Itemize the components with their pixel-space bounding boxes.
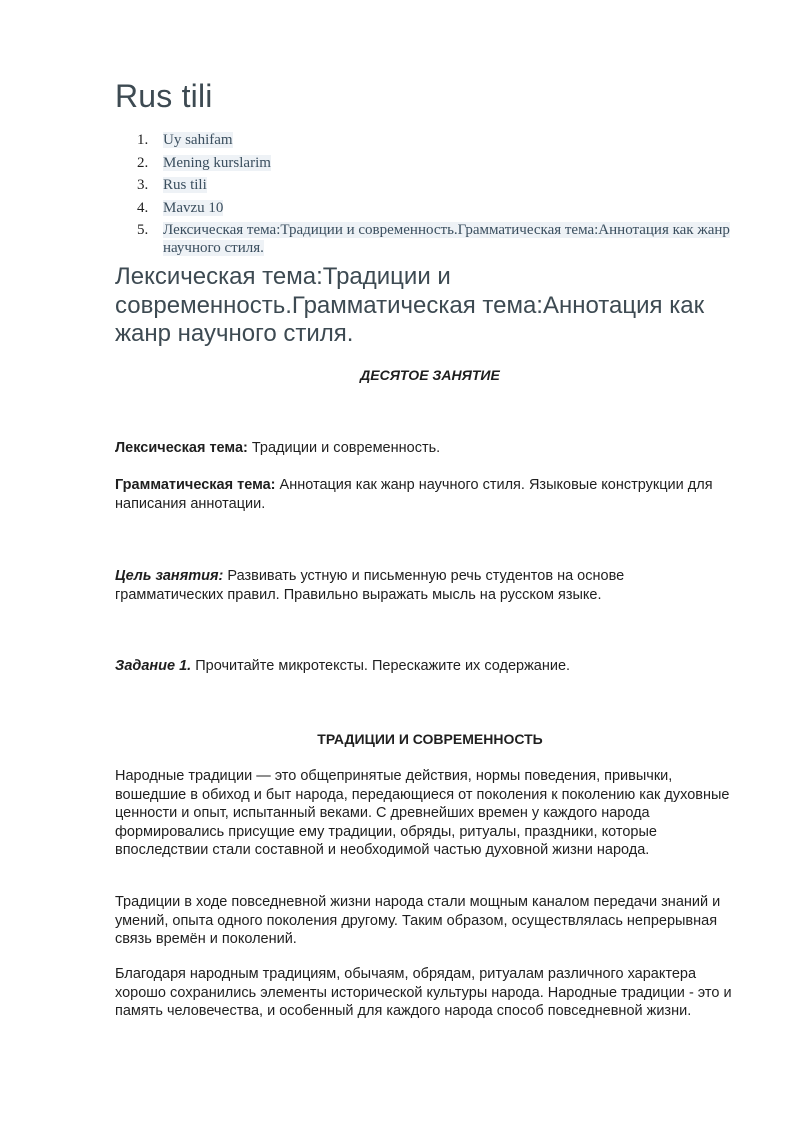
lesson-goal-text: Развивать устную и письменную речь студентов на основе грамматических правил. Правильно выражать мысль на русском языке.	[115, 568, 625, 603]
task-1-text: Прочитайте микротексты. Перескажите их содержание.	[191, 658, 571, 674]
lexical-topic-label: Лексическая тема:	[115, 440, 248, 456]
grammar-topic-label: Грамматическая тема:	[115, 477, 276, 493]
breadcrumb-item-topic	[115, 199, 745, 217]
lexical-topic-text: Традиции и современность.	[247, 440, 441, 456]
breadcrumb-number: 3.	[137, 177, 149, 193]
lesson-goal	[115, 567, 735, 604]
site-title: Rus tili	[115, 78, 213, 114]
paragraph-3: Благодаря народным традициям, обычаям, обрядам, ритуалам различного характера хорошо сохранились элементы исторической культуры народа. Народные традиции - это и память человечества, и особенный для каждого народа способ повседневной жизни.	[115, 966, 732, 1019]
breadcrumb-item-current	[115, 221, 745, 257]
breadcrumb-number: 2.	[137, 154, 149, 171]
breadcrumb-item-my-courses	[115, 154, 745, 172]
page-title: Лексическая тема:Традиции и современность.Грамматическая тема:Аннотация как жанр научного стиля.	[115, 263, 705, 347]
breadcrumb-link-my-courses[interactable]: Mening kurslarim	[163, 154, 271, 171]
breadcrumb-item-course	[115, 176, 745, 194]
breadcrumb	[115, 131, 745, 262]
task-1-label: Задание 1.	[115, 658, 192, 674]
paragraph-2: Традиции в ходе повседневной жизни народа стали мощным каналом передачи знаний и умений, опыта одного поколения другому. Таким образом, осуществлялась непрерывная связь времён и поколений.	[115, 894, 721, 947]
breadcrumb-number: 1.	[137, 132, 149, 148]
breadcrumb-link-topic[interactable]: Mavzu 10	[163, 199, 224, 216]
section-title: ТРАДИЦИИ И СОВРЕМЕННОСТЬ	[317, 731, 543, 747]
breadcrumb-link-course[interactable]: Rus tili	[163, 177, 207, 193]
grammar-topic-text: Аннотация как жанр научного стиля. Языковые конструкции для написания аннотации.	[115, 477, 713, 512]
breadcrumb-link-home[interactable]: Uy sahifam	[163, 132, 233, 148]
breadcrumb-number: 5.	[137, 222, 149, 238]
lesson-heading: ДЕСЯТОЕ ЗАНЯТИЕ	[360, 367, 500, 383]
breadcrumb-item-home	[115, 131, 745, 149]
breadcrumb-link-current[interactable]: Лексическая тема:Традиции и современность.Грамматическая тема:Аннотация как жанр научного стиля.	[163, 222, 730, 256]
task-1	[115, 657, 735, 676]
lesson-goal-label: Цель занятия:	[115, 568, 224, 584]
grammar-topic	[115, 476, 735, 513]
breadcrumb-number: 4.	[137, 199, 149, 216]
lexical-topic	[115, 439, 735, 458]
paragraph-1: Народные традиции — это общепринятые действия, нормы поведения, привычки, вошедшие в обиход и быт народа, передающиеся от поколения к поколению как духовные ценности и опыт, испытанный веками. С древнейших времен у каждого народа формировались присущие ему традиции, обряды, ритуалы, праздники, которые впоследствии стали составной и необходимой частью духовной жизни народа.	[115, 768, 730, 858]
